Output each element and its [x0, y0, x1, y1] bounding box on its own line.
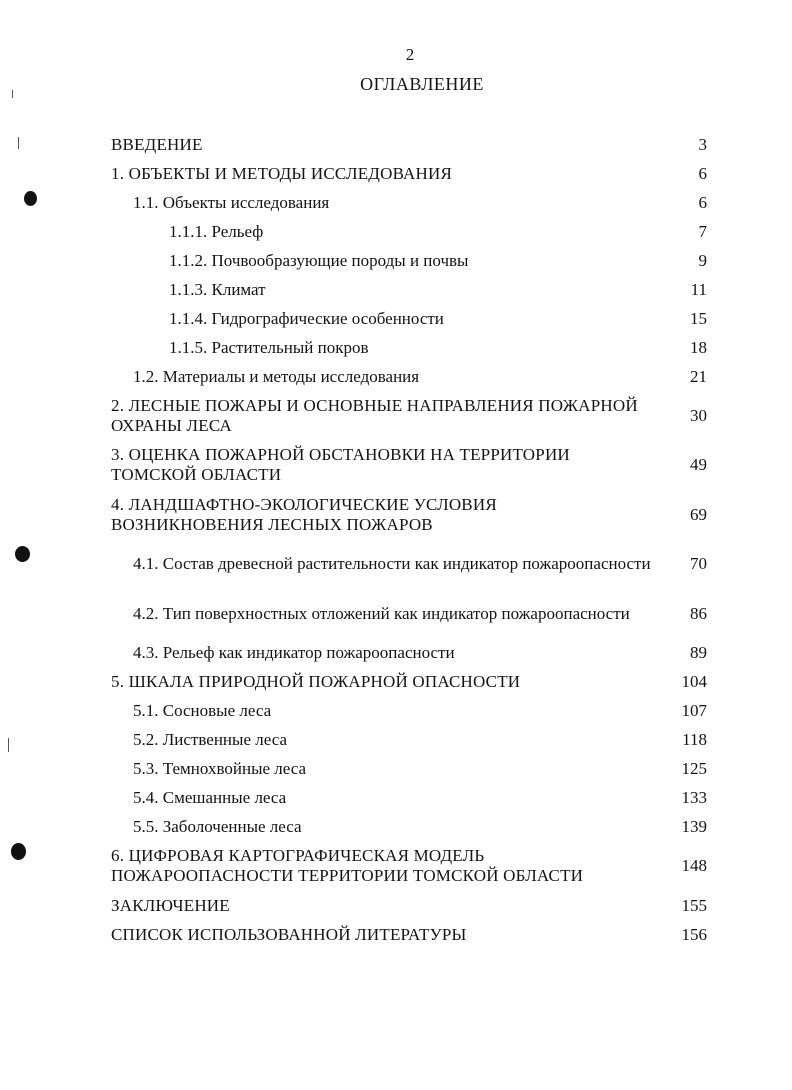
- toc-entry-text: 1.1.4. Гидрографические особенности: [169, 308, 444, 328]
- toc-entry: [111, 813, 711, 842]
- toc-entry-text: 1.1.5. Растительный покров: [169, 337, 369, 357]
- toc-entry-page: 11: [690, 279, 707, 299]
- toc-entry-page: 118: [682, 730, 707, 749]
- toc-entry-text: 5.2. Лиственные леса: [133, 730, 287, 749]
- toc-entry-page: 69: [690, 504, 707, 524]
- toc-entry-page: 30: [690, 405, 707, 425]
- toc-entry: [111, 755, 711, 784]
- toc-entry-text: 6. ЦИФРОВАЯ КАРТОГРАФИЧЕСКАЯ МОДЕЛЬ ПОЖАРООПАСНОСТИ ТЕРРИТОРИИ ТОМСКОЙ ОБЛАСТИ: [111, 846, 584, 886]
- toc-entry-text: 5. ШКАЛА ПРИРОДНОЙ ПОЖАРНОЙ ОПАСНОСТИ: [111, 672, 521, 691]
- toc-entry-page: 6: [698, 192, 707, 212]
- toc-entry-page: 7: [698, 221, 707, 241]
- toc-entry-page: 18: [690, 337, 707, 357]
- toc-entry: [111, 391, 711, 441]
- toc-entry-page: 139: [681, 817, 707, 836]
- toc-entry: [111, 441, 711, 491]
- toc-entry: [111, 217, 711, 246]
- toc-entry-page: 89: [690, 643, 707, 662]
- toc-entry-text: 4. ЛАНДШАФТНО-ЭКОЛОГИЧЕСКИЕ УСЛОВИЯ ВОЗНИКНОВЕНИЯ ЛЕСНЫХ ПОЖАРОВ: [111, 494, 497, 534]
- toc-entry: [111, 891, 711, 920]
- toc-entry: [111, 490, 711, 540]
- toc-entry-page: 86: [690, 603, 707, 623]
- toc-entry-page: 49: [690, 455, 707, 475]
- toc-entry-text: 1.1.3. Климат: [169, 279, 266, 299]
- toc-entry-text: 1.2. Материалы и методы исследования: [133, 366, 420, 386]
- scan-speck: [18, 137, 19, 149]
- toc-entry: [111, 589, 711, 639]
- toc-entry: [111, 246, 711, 275]
- toc-entry-text: СПИСОК ИСПОЛЬЗОВАННОЙ ЛИТЕРАТУРЫ: [111, 924, 467, 944]
- toc-entry-page: 3: [698, 134, 707, 154]
- toc-entry-text: 2. ЛЕСНЫЕ ПОЖАРЫ И ОСНОВНЫЕ НАПРАВЛЕНИЯ ПОЖАРНОЙ ОХРАНЫ ЛЕСА: [111, 395, 638, 435]
- toc-entry-page: 155: [681, 895, 707, 915]
- toc-entry: [111, 275, 711, 304]
- toc-entry: [111, 188, 711, 217]
- toc-entry-page: 6: [698, 163, 707, 183]
- toc-entry-page: 9: [698, 250, 707, 270]
- scan-speck: [8, 738, 9, 752]
- page-title: ОГЛАВЛЕНИЕ: [360, 74, 484, 94]
- punch-hole-mark: [15, 546, 30, 562]
- toc-entry-page: 21: [690, 366, 707, 386]
- toc-entry-text: 4.2. Тип поверхностных отложений как индикатор пожароопасности: [133, 603, 630, 623]
- toc-entry-text: ВВЕДЕНИЕ: [111, 134, 203, 154]
- toc-entry: [111, 159, 711, 188]
- toc-entry-text: 5.4. Смешанные леса: [133, 788, 287, 807]
- toc-entry: [111, 362, 711, 391]
- toc-entry-page: 107: [681, 701, 707, 720]
- toc-entry-page: 148: [681, 856, 707, 876]
- toc-entry: [111, 130, 711, 159]
- toc-entry: [111, 668, 711, 697]
- toc-entry-text: 1.1.1. Рельеф: [169, 221, 264, 241]
- toc-entry-page: 15: [690, 308, 707, 328]
- toc-entry: [111, 304, 711, 333]
- toc-entry-page: 156: [681, 924, 707, 944]
- toc-entry: [111, 726, 711, 755]
- toc-entry-page: 70: [690, 554, 707, 574]
- page-number: 2: [405, 45, 415, 64]
- toc-entry-text: 3. ОЦЕНКА ПОЖАРНОЙ ОБСТАНОВКИ НА ТЕРРИТОРИИ ТОМСКОЙ ОБЛАСТИ: [111, 445, 570, 485]
- punch-hole-mark: [11, 843, 26, 860]
- toc-entry: [111, 784, 711, 813]
- toc-entry: [111, 697, 711, 726]
- toc-entry-text: 1. ОБЪЕКТЫ И МЕТОДЫ ИССЛЕДОВАНИЯ: [111, 163, 453, 183]
- table-of-contents: [111, 130, 711, 949]
- toc-entry-text: 4.3. Рельеф как индикатор пожароопасности: [133, 643, 455, 662]
- toc-entry-text: 1.1. Объекты исследования: [133, 192, 330, 212]
- toc-entry-text: 1.1.2. Почвообразующие породы и почвы: [169, 250, 469, 270]
- punch-hole-mark: [24, 191, 37, 206]
- toc-entry-page: 104: [681, 672, 707, 691]
- toc-entry-page: 125: [681, 759, 707, 778]
- toc-entry: [111, 920, 711, 949]
- toc-entry: [111, 333, 711, 362]
- toc-entry: [111, 842, 711, 892]
- toc-entry: [111, 639, 711, 668]
- toc-entry-page: 133: [681, 788, 707, 807]
- toc-entry-text: 5.5. Заболоченные леса: [133, 817, 302, 836]
- toc-entry-text: ЗАКЛЮЧЕНИЕ: [111, 895, 230, 915]
- toc-entry: [111, 540, 711, 590]
- toc-entry-text: 5.3. Темнохвойные леса: [133, 759, 307, 778]
- scan-speck: [12, 90, 13, 98]
- toc-entry-text: 4.1. Состав древесной растительности как индикатор пожароопасности: [133, 554, 651, 574]
- toc-entry-text: 5.1. Сосновые леса: [133, 701, 272, 720]
